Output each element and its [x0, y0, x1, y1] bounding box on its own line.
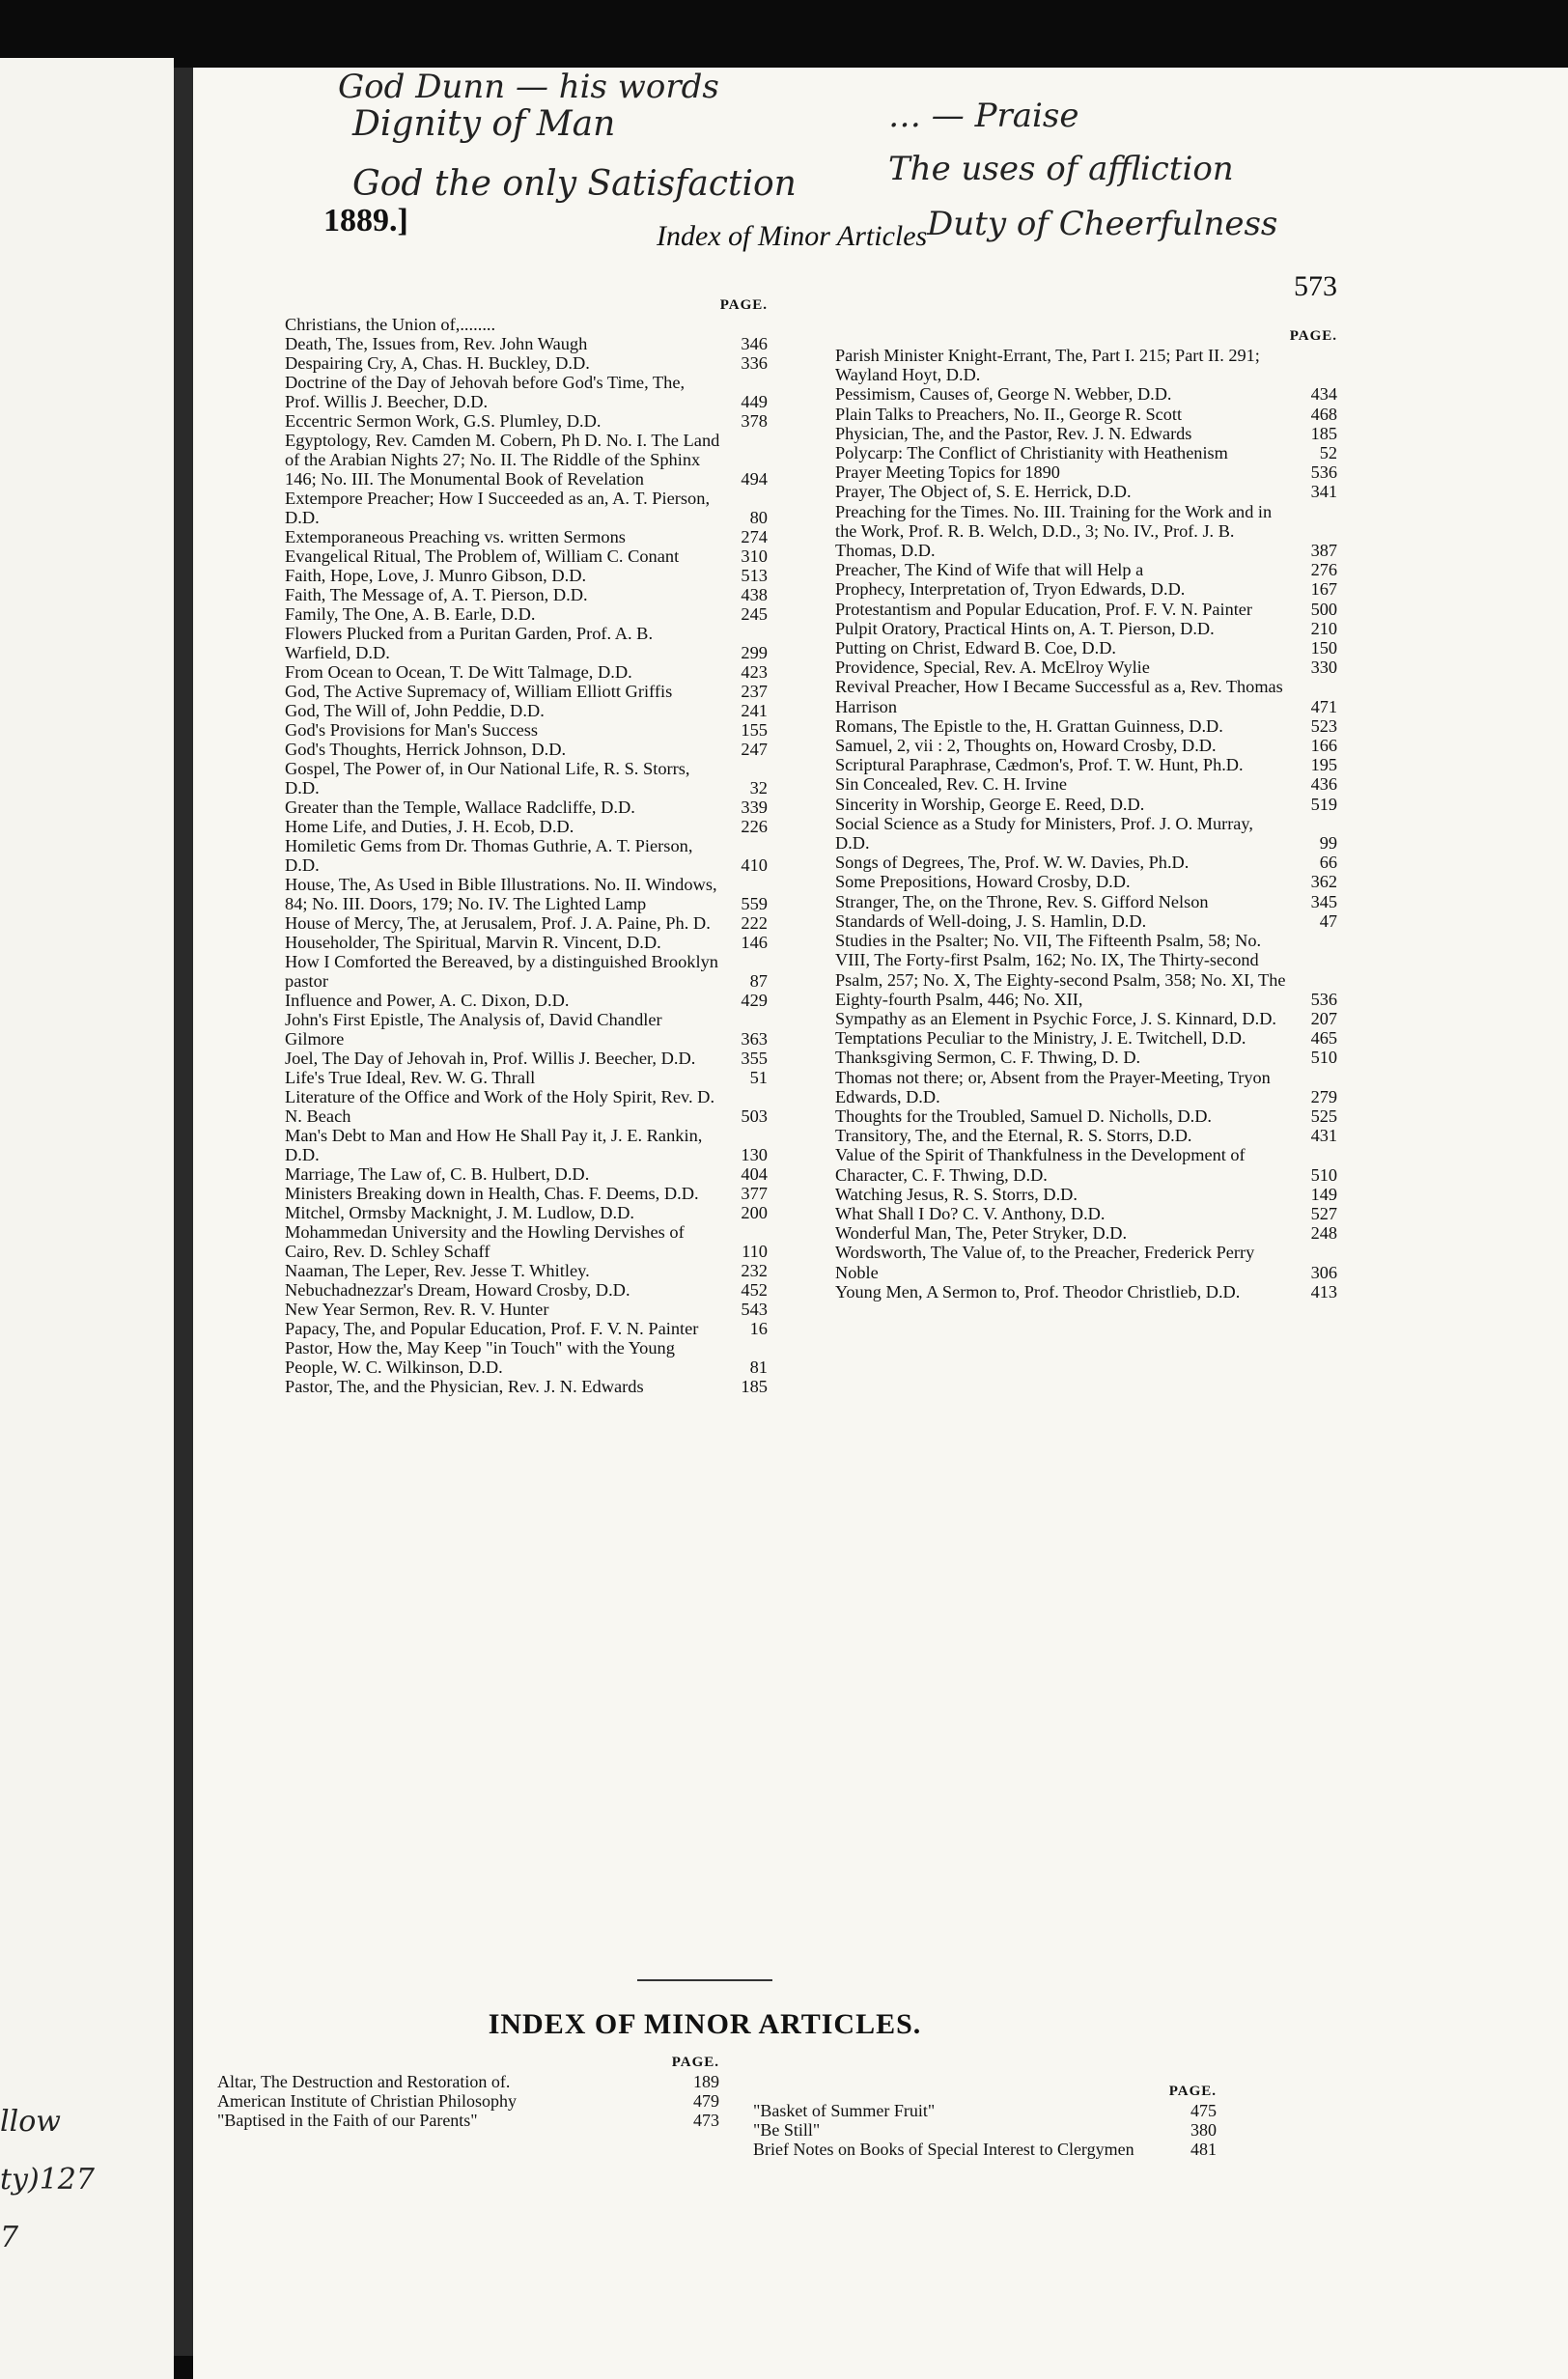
entry-title: Revival Preacher, How I Became Successful as a, Rev. Thomas Harrison	[835, 677, 1283, 716]
entry-page: 47	[1319, 910, 1337, 931]
entry-title: Egyptology, Rev. Camden M. Cobern, Ph D. No. I. The Land of the Arabian Nights 27; No. II. The Riddle of the Sphinx 146; No. III. The Monumental Book of Revelation	[285, 431, 720, 489]
entry-title: Pessimism, Causes of, George N. Webber, D.D.	[835, 384, 1172, 405]
index-entry	[217, 2111, 719, 2130]
entry-page: 167	[1310, 579, 1337, 600]
index-entry	[835, 1185, 1337, 1204]
entry-title: How I Comforted the Bereaved, by a distinguished Brooklyn pastor	[285, 952, 718, 991]
page-year: 1889.]	[323, 203, 408, 238]
entry-page: 434	[1310, 384, 1337, 405]
index-entry	[285, 489, 768, 527]
page-column-label: PAGE.	[1168, 2084, 1217, 2099]
entry-page: 32	[749, 778, 768, 798]
index-entry	[835, 1068, 1337, 1106]
index-entry	[285, 315, 768, 334]
entry-page: 51	[749, 1068, 768, 1087]
entry-title: Providence, Special, Rev. A. McElroy Wylie	[835, 658, 1150, 678]
minor-index-left	[217, 2055, 719, 2130]
index-entry	[835, 677, 1337, 715]
index-entry	[835, 560, 1337, 579]
entry-page: 475	[1190, 2101, 1217, 2120]
entry-title: "Basket of Summer Fruit"	[753, 2101, 936, 2120]
entry-page: 185	[741, 1377, 768, 1396]
entry-page: 232	[741, 1261, 768, 1280]
entry-title: Gospel, The Power of, in Our National Life, R. S. Storrs, D.D.	[285, 759, 690, 798]
entry-page: 438	[741, 585, 768, 604]
entry-page: 226	[741, 817, 768, 836]
index-entry	[285, 1222, 768, 1261]
index-entry	[835, 853, 1337, 872]
index-entry	[835, 1204, 1337, 1223]
index-entry	[285, 701, 768, 720]
entry-title: Greater than the Temple, Wallace Radcliffe, D.D.	[285, 798, 635, 817]
index-entry	[835, 736, 1337, 755]
index-column-right	[835, 328, 1337, 1301]
entry-title: Ministers Breaking down in Health, Chas. F. Deems, D.D.	[285, 1184, 699, 1203]
handwritten-note-1: God Dunn — his words	[338, 68, 719, 106]
index-entry	[285, 759, 768, 798]
entry-page: 468	[1310, 404, 1337, 424]
entry-title: Standards of Well-doing, J. S. Hamlin, D.D.	[835, 910, 1147, 931]
entry-title: Preacher, The Kind of Wife that will Help a	[835, 560, 1144, 580]
handwritten-note-3: God the only Satisfaction	[352, 164, 797, 204]
index-entry	[285, 1087, 768, 1126]
entry-title: Christians, the Union of,........	[285, 315, 496, 334]
entry-title: God, The Active Supremacy of, William Elliott Griffis	[285, 682, 673, 701]
entry-page: 536	[1310, 462, 1337, 483]
entry-page: 195	[1310, 755, 1337, 775]
entry-title: Some Prepositions, Howard Crosby, D.D.	[835, 872, 1131, 892]
entry-title: Naaman, The Leper, Rev. Jesse T. Whitley.	[285, 1261, 590, 1280]
entry-page: 513	[741, 566, 768, 585]
entry-title: Social Science as a Study for Ministers, Prof. J. O. Murray, D.D.	[835, 813, 1253, 854]
entry-page: 363	[741, 1029, 768, 1049]
index-entry	[835, 795, 1337, 814]
entry-title: Stranger, The, on the Throne, Rev. S. Gifford Nelson	[835, 891, 1209, 911]
entry-page: 404	[741, 1164, 768, 1184]
entry-page: 189	[693, 2072, 719, 2091]
entry-page: 452	[741, 1280, 768, 1300]
entry-page: 52	[1319, 443, 1337, 463]
entry-page: 99	[1319, 833, 1337, 854]
entry-title: Homiletic Gems from Dr. Thomas Guthrie, A. T. Pierson, D.D.	[285, 836, 693, 875]
entry-title: Literature of the Office and Work of the Holy Spirit, Rev. D. N. Beach	[285, 1087, 715, 1126]
entry-title: Transitory, The, and the Eternal, R. S. Storrs, D.D.	[835, 1126, 1192, 1146]
index-entry	[835, 1145, 1337, 1184]
entry-title: "Be Still"	[753, 2120, 821, 2140]
entry-page: 166	[1310, 736, 1337, 756]
entry-page: 146	[741, 933, 768, 952]
entry-page: 310	[741, 546, 768, 566]
entry-page: 16	[749, 1319, 768, 1338]
entry-title: Altar, The Destruction and Restoration of.	[217, 2072, 511, 2091]
entry-page: 377	[741, 1184, 768, 1203]
entry-page: 387	[1310, 541, 1337, 561]
entry-page: 200	[741, 1203, 768, 1222]
entry-title: Mohammedan University and the Howling Dervishes of Cairo, Rev. D. Schley Schaff	[285, 1222, 685, 1261]
entry-title: Sincerity in Worship, George E. Reed, D.D.	[835, 794, 1145, 814]
index-entry	[835, 405, 1337, 424]
index-entry	[285, 353, 768, 373]
index-entry	[835, 1028, 1337, 1048]
entry-page: 431	[1310, 1126, 1337, 1146]
page-column-label: PAGE.	[671, 2055, 719, 2070]
index-entry	[835, 1282, 1337, 1301]
entry-title: Putting on Christ, Edward B. Coe, D.D.	[835, 638, 1116, 658]
entry-title: Songs of Degrees, The, Prof. W. W. Davies, Ph.D.	[835, 853, 1190, 873]
index-entry	[285, 566, 768, 585]
index-entry	[835, 482, 1337, 501]
entry-title: Plain Talks to Preachers, No. II., George R. Scott	[835, 404, 1183, 424]
index-entry	[285, 527, 768, 546]
index-entry	[835, 346, 1337, 384]
entry-page: 510	[1310, 1164, 1337, 1185]
entry-title: Pulpit Oratory, Practical Hints on, A. T. Pierson, D.D.	[835, 618, 1215, 638]
index-entry	[285, 720, 768, 740]
entry-page: 336	[741, 353, 768, 373]
entry-title: John's First Epistle, The Analysis of, David Chandler Gilmore	[285, 1010, 662, 1049]
entry-title: Wonderful Man, The, Peter Stryker, D.D.	[835, 1223, 1128, 1244]
entry-page: 423	[741, 662, 768, 682]
entry-page: 449	[741, 392, 768, 411]
index-entry	[285, 836, 768, 875]
index-entry	[835, 911, 1337, 931]
entry-title: Faith, The Message of, A. T. Pierson, D.D.	[285, 585, 588, 604]
handwritten-note-4: … — Praise	[888, 97, 1079, 135]
index-entry	[835, 774, 1337, 794]
index-entry	[835, 462, 1337, 482]
left-page-edge	[0, 58, 174, 2379]
index-entry	[285, 334, 768, 353]
entry-title: Influence and Power, A. C. Dixon, D.D.	[285, 991, 570, 1010]
entry-page: 345	[1310, 891, 1337, 911]
index-entry	[285, 662, 768, 682]
index-entry	[835, 892, 1337, 911]
entry-page: 503	[741, 1106, 768, 1126]
entry-title: Studies in the Psalter; No. VII, The Fifteenth Psalm, 58; No. VIII, The Forty-first Psalm, 162; No. IX, The Thirty-second Psalm, 257; No. X, The Eighty-second Psalm, 358; No. XI, The Eighty-fourth Psalm, 446; No. XII,	[835, 931, 1286, 1009]
entry-title: Householder, The Spiritual, Marvin R. Vincent, D.D.	[285, 933, 661, 952]
index-entry	[285, 1126, 768, 1164]
index-entry	[835, 600, 1337, 619]
entry-page: 247	[741, 740, 768, 759]
entry-page: 237	[741, 682, 768, 701]
entry-title: Family, The One, A. B. Earle, D.D.	[285, 604, 536, 624]
entry-page: 471	[1310, 696, 1337, 716]
index-entry	[285, 1261, 768, 1280]
entry-title: Sympathy as an Element in Psychic Force, J. S. Kinnard, D.D.	[835, 1008, 1276, 1028]
page-column-label: PAGE.	[1289, 328, 1337, 344]
entry-page: 525	[1310, 1106, 1337, 1126]
section-title: INDEX OF MINOR ARTICLES.	[488, 2008, 922, 2040]
entry-title: Brief Notes on Books of Special Interest to Clergymen	[753, 2140, 1134, 2159]
entry-title: Samuel, 2, vii : 2, Thoughts on, Howard Crosby, D.D.	[835, 736, 1217, 756]
entry-page: 494	[741, 469, 768, 489]
index-entry	[285, 411, 768, 431]
entry-list	[753, 2101, 1217, 2159]
index-entry	[835, 1223, 1337, 1243]
entry-title: Pastor, The, and the Physician, Rev. J. N. Edwards	[285, 1377, 644, 1396]
entry-title: Prophecy, Interpretation of, Tryon Edwards, D.D.	[835, 579, 1186, 600]
index-entry	[285, 740, 768, 759]
entry-title: Man's Debt to Man and How He Shall Pay it, J. E. Rankin, D.D.	[285, 1126, 703, 1164]
index-entry	[285, 585, 768, 604]
entry-page: 410	[741, 855, 768, 875]
entry-title: From Ocean to Ocean, T. De Witt Talmage, D.D.	[285, 662, 632, 682]
entry-page: 519	[1310, 794, 1337, 814]
entry-page: 66	[1319, 853, 1337, 873]
index-entry	[835, 384, 1337, 404]
index-entry	[285, 431, 768, 489]
entry-page: 380	[1190, 2120, 1217, 2140]
entry-page: 346	[741, 334, 768, 353]
entry-page: 150	[1310, 638, 1337, 658]
handwritten-note-5: The uses of affliction	[888, 150, 1234, 188]
entry-page: 543	[741, 1300, 768, 1319]
index-entry	[835, 1009, 1337, 1028]
entry-title: Death, The, Issues from, Rev. John Waugh	[285, 334, 588, 353]
index-entry	[835, 1106, 1337, 1126]
index-entry	[285, 1377, 768, 1396]
entry-title: Flowers Plucked from a Puritan Garden, Prof. A. B. Warfield, D.D.	[285, 624, 654, 662]
entry-title: Protestantism and Popular Education, Prof. F. V. N. Painter	[835, 599, 1253, 619]
index-entry	[285, 933, 768, 952]
index-entry	[285, 1068, 768, 1087]
margin-note-1: llow	[0, 2105, 61, 2139]
index-entry	[285, 546, 768, 566]
entry-page: 185	[1310, 423, 1337, 443]
index-column-left	[285, 297, 768, 1396]
entry-title: Watching Jesus, R. S. Storrs, D.D.	[835, 1184, 1078, 1204]
entry-page: 149	[1310, 1184, 1337, 1204]
entry-page: 222	[741, 913, 768, 933]
entry-page: 413	[1310, 1281, 1337, 1301]
entry-title: God, The Will of, John Peddie, D.D.	[285, 701, 545, 720]
entry-page: 355	[741, 1049, 768, 1068]
entry-page: 339	[741, 798, 768, 817]
entry-page: 306	[1310, 1262, 1337, 1282]
index-entry	[285, 624, 768, 662]
entry-title: God's Provisions for Man's Success	[285, 720, 539, 740]
index-entry	[835, 424, 1337, 443]
index-entry	[835, 1243, 1337, 1281]
entry-page: 274	[741, 527, 768, 546]
entry-title: Young Men, A Sermon to, Prof. Theodor Christlieb, D.D.	[835, 1281, 1241, 1301]
index-entry	[285, 1319, 768, 1338]
page-column-label: PAGE.	[719, 297, 768, 313]
entry-title: Joel, The Day of Jehovah in, Prof. Willis J. Beecher, D.D.	[285, 1049, 696, 1068]
index-entry	[835, 579, 1337, 599]
entry-title: Home Life, and Duties, J. H. Ecob, D.D.	[285, 817, 574, 836]
entry-title: Sin Concealed, Rev. C. H. Irvine	[835, 774, 1067, 795]
entry-title: Thoughts for the Troubled, Samuel D. Nicholls, D.D.	[835, 1106, 1212, 1126]
index-entry	[285, 1300, 768, 1319]
entry-page: 481	[1190, 2140, 1217, 2159]
entry-title: Thanksgiving Sermon, C. F. Thwing, D. D.	[835, 1048, 1141, 1068]
margin-note-2: ty)127	[0, 2163, 95, 2197]
entry-title: House of Mercy, The, at Jerusalem, Prof. J. A. Paine, Ph. D.	[285, 913, 711, 933]
entry-page: 330	[1310, 658, 1337, 678]
index-entry	[285, 1049, 768, 1068]
entry-page: 130	[741, 1145, 768, 1164]
entry-title: Nebuchadnezzar's Dream, Howard Crosby, D.D.	[285, 1280, 630, 1300]
index-entry	[835, 619, 1337, 638]
index-entry	[835, 716, 1337, 736]
entry-list	[217, 2072, 719, 2130]
index-entry	[285, 991, 768, 1010]
entry-page: 245	[741, 604, 768, 624]
entry-page: 510	[1310, 1048, 1337, 1068]
entry-title: Parish Minister Knight-Errant, The, Part I. 215; Part II. 291; Wayland Hoyt, D.D.	[835, 346, 1260, 385]
entry-title: Eccentric Sermon Work, G.S. Plumley, D.D.	[285, 411, 602, 431]
entry-page: 473	[693, 2111, 719, 2130]
entry-title: Romans, The Epistle to the, H. Grattan Guinness, D.D.	[835, 715, 1223, 736]
index-entry	[285, 952, 768, 991]
entry-list	[285, 315, 768, 1396]
entry-list	[835, 346, 1337, 1301]
index-entry	[835, 1126, 1337, 1145]
entry-page: 276	[1310, 560, 1337, 580]
entry-page: 341	[1310, 482, 1337, 502]
entry-page: 429	[741, 991, 768, 1010]
index-entry	[285, 1280, 768, 1300]
index-entry	[835, 443, 1337, 462]
entry-title: Doctrine of the Day of Jehovah before God's Time, The, Prof. Willis J. Beecher, D.D.	[285, 373, 686, 411]
entry-title: Prayer Meeting Topics for 1890	[835, 462, 1060, 483]
index-entry	[753, 2101, 1217, 2120]
index-entry	[285, 373, 768, 411]
minor-index-right	[753, 2084, 1217, 2159]
index-entry	[285, 1164, 768, 1184]
entry-title: Temptations Peculiar to the Ministry, J. E. Twitchell, D.D.	[835, 1028, 1246, 1049]
entry-title: Pastor, How the, May Keep "in Touch" with the Young People, W. C. Wilkinson, D.D.	[285, 1338, 675, 1377]
index-entry	[285, 1184, 768, 1203]
entry-title: Papacy, The, and Popular Education, Prof. F. V. N. Painter	[285, 1319, 699, 1338]
entry-title: Preaching for the Times. No. III. Training for the Work and in the Work, Prof. R. B. Welch, D.D., 3; No. IV., Prof. J. B. Thomas, D.D.	[835, 501, 1273, 561]
index-entry	[285, 1010, 768, 1049]
entry-page: 87	[749, 971, 768, 991]
entry-title: Thomas not there; or, Absent from the Prayer-Meeting, Tryon Edwards, D.D.	[835, 1067, 1271, 1106]
index-entry	[285, 604, 768, 624]
section-divider	[637, 1979, 772, 1981]
entry-title: "Baptised in the Faith of our Parents"	[217, 2111, 478, 2130]
margin-note-3: 7	[0, 2221, 19, 2254]
index-entry	[285, 798, 768, 817]
entry-page: 299	[741, 643, 768, 662]
entry-page: 378	[741, 411, 768, 431]
entry-page: 248	[1310, 1223, 1337, 1244]
index-entry	[835, 814, 1337, 853]
entry-page: 479	[693, 2091, 719, 2111]
entry-title: Evangelical Ritual, The Problem of, William C. Conant	[285, 546, 680, 566]
book-spine	[174, 68, 193, 2356]
entry-title: Value of the Spirit of Thankfulness in the Development of Character, C. F. Thwing, D.D.	[835, 1145, 1246, 1185]
index-entry	[835, 638, 1337, 658]
handwritten-note-2: Dignity of Man	[352, 104, 616, 144]
entry-page: 80	[749, 508, 768, 527]
index-entry	[835, 755, 1337, 774]
index-entry	[285, 1338, 768, 1377]
entry-title: Mitchel, Ormsby Macknight, J. M. Ludlow, D.D.	[285, 1203, 634, 1222]
entry-page: 523	[1310, 715, 1337, 736]
entry-title: Polycarp: The Conflict of Christianity with Heathenism	[835, 443, 1228, 463]
entry-title: Extempore Preacher; How I Succeeded as an, A. T. Pierson, D.D.	[285, 489, 711, 527]
index-entry	[835, 502, 1337, 561]
index-entry	[285, 817, 768, 836]
entry-page: 155	[741, 720, 768, 740]
entry-title: Physician, The, and the Pastor, Rev. J. N. Edwards	[835, 423, 1192, 443]
entry-page: 81	[749, 1357, 768, 1377]
entry-title: Scriptural Paraphrase, Cædmon's, Prof. T. W. Hunt, Ph.D.	[835, 755, 1244, 775]
index-entry	[835, 658, 1337, 677]
entry-title: Extemporaneous Preaching vs. written Sermons	[285, 527, 626, 546]
entry-page: 500	[1310, 599, 1337, 619]
index-entry	[835, 1048, 1337, 1067]
entry-page: 436	[1310, 774, 1337, 795]
index-entry	[285, 875, 768, 913]
page-number: 573	[1294, 270, 1337, 302]
index-entry	[753, 2140, 1217, 2159]
entry-title: House, The, As Used in Bible Illustrations. No. II. Windows, 84; No. III. Doors, 179; No. IV. The Lighted Lamp	[285, 875, 717, 913]
entry-page: 465	[1310, 1028, 1337, 1049]
entry-title: Despairing Cry, A, Chas. H. Buckley, D.D.	[285, 353, 590, 373]
entry-title: Marriage, The Law of, C. B. Hulbert, D.D.	[285, 1164, 590, 1184]
entry-page: 559	[741, 894, 768, 913]
index-entry	[285, 1203, 768, 1222]
handwritten-note-6: Duty of Cheerfulness	[927, 205, 1278, 243]
running-title: Index of Minor Articles	[657, 220, 928, 252]
entry-page: 362	[1310, 872, 1337, 892]
index-entry	[835, 872, 1337, 891]
entry-page: 210	[1310, 618, 1337, 638]
entry-page: 279	[1310, 1086, 1337, 1106]
entry-page: 536	[1310, 989, 1337, 1009]
index-entry	[285, 913, 768, 933]
index-entry	[285, 682, 768, 701]
index-entry	[835, 931, 1337, 1009]
entry-title: Faith, Hope, Love, J. Munro Gibson, D.D.	[285, 566, 587, 585]
index-entry	[217, 2072, 719, 2091]
entry-title: Prayer, The Object of, S. E. Herrick, D.D.	[835, 482, 1132, 502]
entry-title: New Year Sermon, Rev. R. V. Hunter	[285, 1300, 549, 1319]
entry-title: God's Thoughts, Herrick Johnson, D.D.	[285, 740, 567, 759]
entry-title: American Institute of Christian Philosophy	[217, 2091, 517, 2111]
index-entry	[217, 2091, 719, 2111]
entry-title: What Shall I Do? C. V. Anthony, D.D.	[835, 1203, 1106, 1223]
index-entry	[753, 2120, 1217, 2140]
entry-page: 110	[742, 1242, 768, 1261]
entry-page: 527	[1310, 1203, 1337, 1223]
entry-page: 241	[741, 701, 768, 720]
entry-title: Life's True Ideal, Rev. W. G. Thrall	[285, 1068, 536, 1087]
entry-title: Wordsworth, The Value of, to the Preacher, Frederick Perry Noble	[835, 1243, 1255, 1282]
entry-page: 207	[1310, 1008, 1337, 1028]
book-page	[193, 68, 1568, 2379]
